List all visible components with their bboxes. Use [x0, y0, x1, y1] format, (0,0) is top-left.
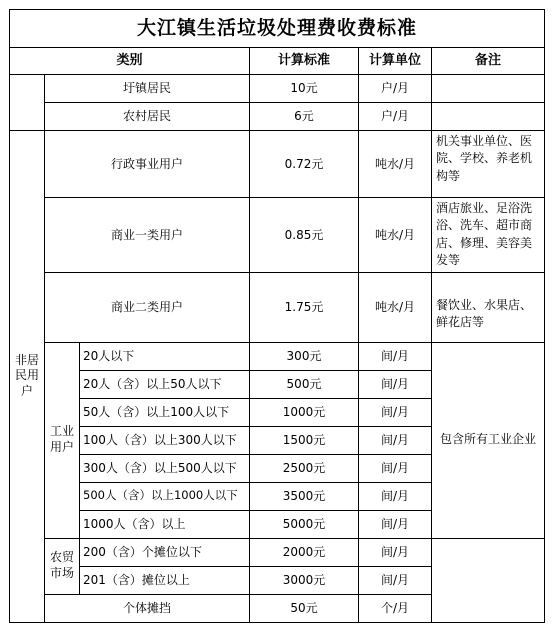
row-standard: 1000元	[250, 398, 359, 426]
title-row	[10, 10, 545, 48]
header-unit: 计算单位	[359, 48, 432, 75]
row-unit: 户/月	[359, 103, 432, 131]
row-unit: 间/月	[359, 426, 432, 454]
row-standard: 0.72元	[250, 131, 359, 198]
header-category: 类别	[10, 48, 250, 75]
table-row	[10, 198, 545, 273]
row-unit: 间/月	[359, 342, 432, 370]
row-category: 500人（含）以上1000人以下	[80, 482, 250, 510]
table-row	[10, 75, 545, 103]
row-unit: 间/月	[359, 454, 432, 482]
row-unit: 吨水/月	[359, 272, 432, 342]
row-remark	[432, 103, 545, 131]
row-remark: 机关事业单位、医院、学校、养老机构等	[432, 131, 545, 198]
row-remark: 餐饮业、水果店、鲜花店等	[432, 272, 545, 342]
row-standard: 50元	[250, 594, 359, 622]
row-standard: 10元	[250, 75, 359, 103]
market-label-text: 农贸市场	[49, 550, 74, 581]
row-unit: 间/月	[359, 538, 432, 566]
row-remark	[432, 75, 545, 103]
header-remark: 备注	[432, 48, 545, 75]
row-standard: 300元	[250, 342, 359, 370]
row-unit: 吨水/月	[359, 131, 432, 198]
row-standard: 3000元	[250, 566, 359, 594]
non-resident-label-text: 非居民用户	[14, 352, 39, 399]
row-standard: 2500元	[250, 454, 359, 482]
row-category: 行政事业用户	[45, 131, 250, 198]
row-unit: 间/月	[359, 482, 432, 510]
table-row	[10, 272, 545, 342]
row-standard: 5000元	[250, 510, 359, 538]
industrial-label-text: 工业用户	[49, 424, 74, 455]
row-standard: 2000元	[250, 538, 359, 566]
market-label	[45, 538, 80, 594]
row-unit: 间/月	[359, 566, 432, 594]
row-category: 1000人（含）以上	[80, 510, 250, 538]
industrial-label	[45, 342, 80, 538]
row-category: 200（含）个摊位以下	[80, 538, 250, 566]
row-standard: 6元	[250, 103, 359, 131]
row-standard: 0.85元	[250, 198, 359, 273]
row-category: 圩镇居民	[45, 75, 250, 103]
row-unit: 间/月	[359, 510, 432, 538]
row-standard: 1500元	[250, 426, 359, 454]
row-standard: 3500元	[250, 482, 359, 510]
table-row	[10, 342, 545, 370]
row-category: 商业一类用户	[45, 198, 250, 273]
row-category: 100人（含）以上300人以下	[80, 426, 250, 454]
row-category: 201（含）摊位以上	[80, 566, 250, 594]
header-standard: 计算标准	[250, 48, 359, 75]
row-unit: 吨水/月	[359, 198, 432, 273]
residents-group-cell	[10, 75, 45, 131]
row-unit: 户/月	[359, 75, 432, 103]
row-standard: 1.75元	[250, 272, 359, 342]
table-title: 大江镇生活垃圾处理费收费标准	[10, 10, 545, 48]
industrial-remark: 包含所有工业企业	[432, 342, 545, 538]
market-remark	[432, 538, 545, 622]
row-unit: 个/月	[359, 594, 432, 622]
row-category: 20人（含）以上50人以下	[80, 370, 250, 398]
table-row	[10, 103, 545, 131]
row-category: 20人以下	[80, 342, 250, 370]
table-row	[10, 538, 545, 566]
row-standard: 500元	[250, 370, 359, 398]
row-category: 300人（含）以上500人以下	[80, 454, 250, 482]
table-row	[10, 131, 545, 198]
row-remark: 酒店旅业、足浴洗浴、洗车、超市商店、修理、美容美发等	[432, 198, 545, 273]
row-unit: 间/月	[359, 370, 432, 398]
row-category: 50人（含）以上100人以下	[80, 398, 250, 426]
row-category: 个体摊挡	[45, 594, 250, 622]
row-category: 商业二类用户	[45, 272, 250, 342]
fee-table	[9, 9, 545, 623]
header-row	[10, 48, 545, 75]
row-unit: 间/月	[359, 398, 432, 426]
non-resident-label	[10, 131, 45, 623]
row-category: 农村居民	[45, 103, 250, 131]
